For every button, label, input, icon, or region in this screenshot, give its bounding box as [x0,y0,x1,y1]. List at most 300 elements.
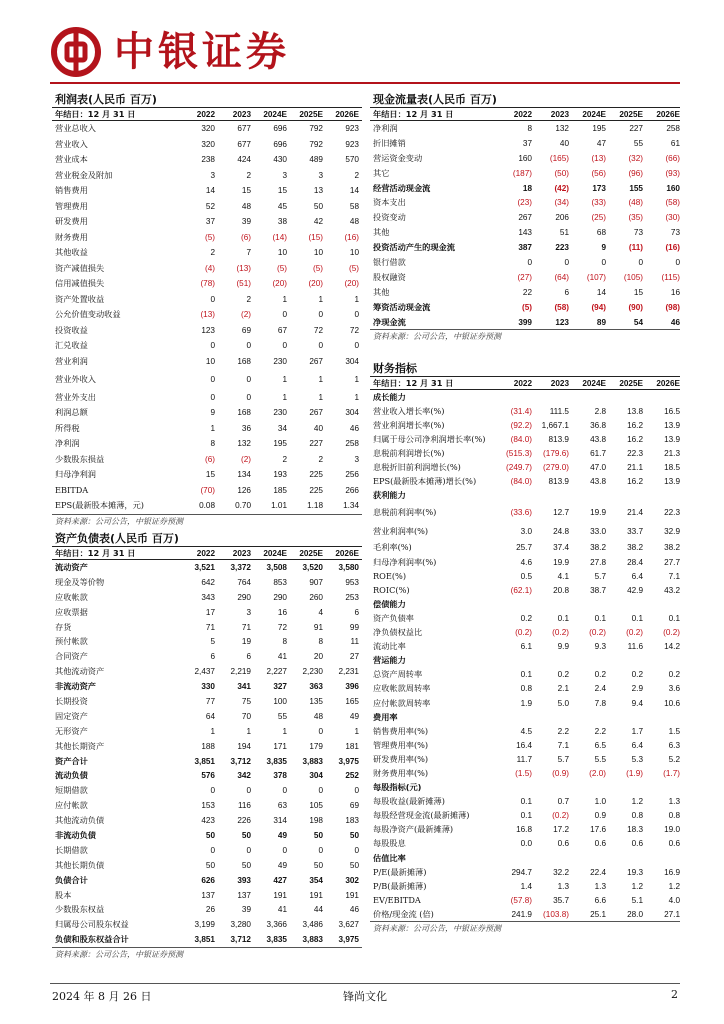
row-value: 1 [210,726,215,736]
section-title: 现金流量表(人民币 百万) [370,92,680,108]
row-label: 负债和股东权益合计 [55,934,129,945]
row-value: (1.9) [626,768,643,778]
row-value: 27 [349,652,359,662]
row-value: 19.9 [553,557,569,567]
row-value: 320 [201,139,215,149]
row-value: (5) [348,263,359,273]
row-value: 266 [345,485,359,495]
row-value: (1.5) [515,768,532,778]
row-value: 6 [354,607,359,617]
row-value: 195 [273,439,287,449]
row-value: 0 [601,257,606,267]
header-year: 2022 [196,549,215,558]
row-value: 191 [273,890,287,900]
row-value: 258 [345,439,359,449]
row-value: 61.7 [590,448,606,458]
row-value: 953 [345,577,359,587]
row-value: 137 [237,890,251,900]
row-value: 7.1 [668,571,680,581]
row-value: 489 [309,155,323,165]
table-row [370,460,680,474]
row-value: 9.4 [631,698,643,708]
row-label: 汇兑收益 [55,340,88,351]
row-value: 1.3 [668,797,680,807]
row-value: (20) [308,279,323,289]
row-label: 现金及等价物 [55,576,105,587]
row-value: 14 [349,186,359,196]
row-value: (90) [628,302,643,312]
row-label: 管理费用率(%) [373,739,429,750]
row-value: 9.9 [557,642,569,652]
row-value: 3 [210,170,215,180]
row-label: 营业外支出 [55,391,96,402]
source-note: 资料来源：公司公告，中银证券预测 [370,329,680,343]
row-value: (25) [591,213,606,223]
row-label: 流动资产 [55,561,88,572]
row-value: (78) [200,279,215,289]
row-value: 304 [345,356,359,366]
subsection-heading [370,851,680,865]
row-value: 2 [246,170,251,180]
table-header [52,547,362,560]
table-row [370,225,680,240]
row-value: 2,230 [302,667,323,677]
row-value: 19 [241,637,251,647]
row-value: 20 [313,652,323,662]
row-value: 36 [241,423,251,433]
row-value: 13.8 [627,406,643,416]
row-value: 2,231 [338,667,359,677]
row-value: 0.6 [631,839,643,849]
row-value: (56) [591,168,606,178]
page-header [50,22,680,82]
table-row [52,467,362,483]
row-value: 1 [246,726,251,736]
row-label: 每股收益(最新摊薄) [373,796,445,807]
table-row [52,813,362,828]
row-value: 10 [349,248,359,258]
row-value: 677 [237,124,251,134]
row-value: 0.7 [557,797,569,807]
row-value: 19.0 [664,825,680,835]
row-label: 股权融资 [373,271,406,282]
row-value: 50 [349,860,359,870]
row-value: 0.1 [557,613,569,623]
row-value: 3,280 [230,920,251,930]
row-value: 21.1 [627,463,643,473]
row-value: 16.8 [516,825,532,835]
row-value: 71 [241,622,251,632]
row-value: 2,437 [194,667,215,677]
row-label: 营业利润增长率(%) [373,419,445,430]
row-value: 0 [354,310,359,320]
row-value: 27.7 [664,557,680,567]
row-value: 570 [345,155,359,165]
header-year: 2025E [619,110,643,119]
row-label: 经营活动现金流 [373,182,431,193]
table-row [52,768,362,783]
row-value: 20.8 [553,585,569,595]
table-row [52,199,362,215]
row-label: 短期借款 [55,785,88,796]
table-row [52,292,362,308]
row-value: 21.4 [627,507,643,517]
table-row [370,865,680,879]
row-value: 4 [318,607,323,617]
table-row [370,640,680,654]
row-value: 28.0 [627,909,643,919]
row-label: 归属于母公司净利润增长率(%) [373,433,486,444]
table-row [52,575,362,590]
header-label: 年结日：12 月 31 日 [55,548,136,558]
table-row [52,276,362,292]
row-value: 38 [277,217,287,227]
row-label: 营业收入 [55,138,88,149]
table-row [52,483,362,499]
row-value: 267 [518,213,532,223]
row-label: 资产减值损失 [55,262,105,273]
row-value: 2.9 [631,684,643,694]
row-value: 50 [241,830,251,840]
row-label: 研发费用 [55,216,88,227]
row-label: 净负债权益比 [373,627,423,638]
row-label: EV/EBITDA [373,895,421,906]
row-label: 净利润 [373,122,398,133]
row-value: (42) [554,183,569,193]
row-value: 16 [670,287,680,297]
table-row [52,436,362,452]
row-label: 其他流动资产 [55,666,105,677]
row-value: 1.0 [594,797,606,807]
row-value: 304 [309,771,323,781]
table-row [370,151,680,166]
header-year: 2023 [232,110,251,119]
table-row [52,828,362,843]
financial-ratios [370,361,680,935]
row-label: 筹资活动现金流 [373,301,431,312]
row-value: 3 [354,454,359,464]
row-value: 424 [237,155,251,165]
row-value: 260 [309,592,323,602]
header-year: 2025E [619,379,643,388]
row-label: 销售费用率(%) [373,725,429,736]
row-value: 0 [246,374,251,384]
row-value: 15 [205,470,215,480]
footer-company: 锋尚文化 [343,990,387,1003]
row-value: 50 [313,860,323,870]
row-value: 10 [205,356,215,366]
row-value: 0.6 [594,839,606,849]
row-label: 获利能力 [373,490,406,501]
row-value: (515.3) [506,448,532,458]
row-value: 764 [237,577,251,587]
row-value: 27.8 [590,557,606,567]
table-header [52,108,362,121]
row-label: 归属母公司股东权益 [55,919,129,930]
row-value: (94) [591,302,606,312]
row-value: 1 [282,726,287,736]
row-label: 总资产周转率 [373,669,423,680]
table-row [52,679,362,694]
row-value: 21.3 [664,448,680,458]
row-value: 0.08 [199,501,215,511]
row-value: 1.5 [668,726,680,736]
row-value: (64) [554,272,569,282]
header-year: 2024E [582,110,606,119]
row-value: 43.8 [590,477,606,487]
row-label: P/E(最新摊薄) [373,866,427,877]
row-value: 48 [241,201,251,211]
row-value: (4) [204,263,215,273]
row-value: 294.7 [511,867,532,877]
row-value: 6.5 [594,740,606,750]
row-label: 营业总收入 [55,123,96,134]
row-value: 70 [241,711,251,721]
row-label: 每股指标(元) [373,782,422,793]
row-value: 253 [345,592,359,602]
row-value: 44 [313,905,323,915]
row-value: (165) [549,153,569,163]
table-row [370,724,680,738]
row-value: 153 [201,801,215,811]
row-value: 225 [309,470,323,480]
table-row [370,626,680,640]
row-value: (105) [623,272,643,282]
row-value: 256 [345,470,359,480]
header-year: 2025E [299,110,323,119]
row-value: (1.7) [663,768,680,778]
row-value: (32) [628,153,643,163]
row-value: 11.7 [516,754,532,764]
row-value: (187) [512,168,532,178]
row-value: (103.8) [543,909,569,919]
row-value: 923 [345,139,359,149]
row-value: 0.2 [631,670,643,680]
table-row [52,858,362,873]
row-value: 1,667.1 [541,420,569,430]
row-value: 2 [210,248,215,258]
row-value: 1 [318,374,323,384]
bank-of-china-logo-icon [50,26,102,78]
table-row [52,245,362,261]
source-note: 资料来源：公司公告，中银证券预测 [370,921,680,935]
row-value: 34 [277,423,287,433]
row-value: 5 [210,637,215,647]
row-value: 8 [318,637,323,647]
table-row [370,569,680,583]
row-label: EPS(最新股本摊薄)增长(%) [373,476,477,487]
row-value: 0 [354,341,359,351]
row-value: 91 [313,622,323,632]
row-value: 40 [559,138,569,148]
row-value: 3,712 [230,756,251,766]
header-divider [50,82,680,84]
row-value: 1 [282,294,287,304]
table-row [52,261,362,277]
table-row [52,369,362,390]
row-value: 0.1 [594,613,606,623]
row-value: (16) [344,232,359,242]
row-value: 47 [596,138,606,148]
row-value: 13.9 [664,434,680,444]
row-value: 10.6 [664,698,680,708]
row-value: (31.4) [510,406,532,416]
row-value: 2.2 [557,726,569,736]
row-value: 2.4 [594,684,606,694]
table-row [370,418,680,432]
row-value: 813.9 [548,477,569,487]
row-value: 72 [313,325,323,335]
row-value: 64 [205,711,215,721]
row-value: 116 [237,801,251,811]
row-value: 50 [205,830,215,840]
row-value: 363 [309,682,323,692]
table-row [370,522,680,541]
row-value: 15 [633,287,643,297]
row-value: 99 [349,622,359,632]
row-value: 43.8 [590,434,606,444]
row-value: 32.9 [664,526,680,536]
header-year: 2024E [263,110,287,119]
row-value: 0.1 [520,811,532,821]
source-note: 资料来源：公司公告，中银证券预测 [52,514,362,528]
row-value: 72 [277,622,287,632]
subsection-heading [370,710,680,724]
row-label: 应收票据 [55,606,88,617]
header-year: 2023 [232,549,251,558]
table-row [52,590,362,605]
table-row [52,739,362,754]
row-value: (48) [628,198,643,208]
row-value: 378 [273,771,287,781]
row-value: 26 [205,905,215,915]
row-value: 1.2 [631,797,643,807]
row-value: 58 [349,201,359,211]
row-value: 24.8 [553,526,569,536]
row-value: 165 [345,696,359,706]
table-row [52,649,362,664]
row-value: 206 [555,213,569,223]
row-value: 22.4 [590,867,606,877]
row-value: 5.7 [557,754,569,764]
row-value: 11.6 [627,642,643,652]
table-row [370,136,680,151]
row-value: 0 [318,726,323,736]
row-label: 少数股东损益 [55,453,105,464]
row-value: 290 [273,592,287,602]
row-value: 341 [237,682,251,692]
row-label: 折旧摊销 [373,137,406,148]
row-value: (13) [200,310,215,320]
row-value: 72 [349,325,359,335]
row-value: (14) [272,232,287,242]
row-value: 0 [354,845,359,855]
row-value: 14 [205,186,215,196]
table-header [370,108,680,121]
row-value: 22.3 [664,507,680,517]
table-row [52,917,362,932]
row-label: 长期投资 [55,695,88,706]
table-row [52,354,362,370]
row-label: 股本 [55,889,72,900]
table-row [52,121,362,137]
row-value: 191 [309,890,323,900]
row-value: 155 [629,183,643,193]
row-label: 每股股息 [373,838,406,849]
row-value: 13.9 [664,420,680,430]
table-row [370,668,680,682]
row-value: 4.5 [520,726,532,736]
row-value: 0.2 [594,670,606,680]
row-value: 677 [237,139,251,149]
table-row [370,475,680,489]
row-value: 16.5 [664,406,680,416]
row-value: 49 [277,830,287,840]
row-value: 427 [273,875,287,885]
row-value: 160 [518,153,532,163]
row-value: 36.8 [590,420,606,430]
row-label: 营业成本 [55,154,88,165]
row-value: 12.7 [553,507,569,517]
row-label: 归母净利润 [55,469,96,480]
row-value: 18.5 [664,463,680,473]
row-value: 1 [282,374,287,384]
row-value: 0 [675,257,680,267]
row-label: 息税前利润率(%) [373,506,437,517]
table-row [370,823,680,837]
row-value: (27) [517,272,532,282]
row-value: (92.2) [510,420,532,430]
row-value: 393 [237,875,251,885]
row-label: 营业外收入 [55,373,96,384]
row-value: 42.9 [627,585,643,595]
row-value: 302 [345,875,359,885]
table-row [52,605,362,620]
row-value: 37 [522,138,532,148]
row-value: 16.9 [664,867,680,877]
row-value: 171 [273,741,287,751]
row-value: 327 [273,682,287,692]
row-value: 13 [313,186,323,196]
row-value: 241.9 [511,909,532,919]
table-row [52,323,362,339]
row-value: (20) [344,279,359,289]
row-value: 1.7 [631,726,643,736]
row-value: 0 [246,845,251,855]
row-label: 销售费用 [55,185,88,196]
row-value: 52 [205,201,215,211]
table-row [370,696,680,710]
row-value: 5.7 [594,571,606,581]
row-label: 信用减值损失 [55,278,105,289]
row-value: 3,199 [194,920,215,930]
row-value: 51 [559,228,569,238]
row-value: 1.9 [520,698,532,708]
row-value: 3,883 [302,756,323,766]
row-value: 67 [277,325,287,335]
brand-name: 中银证券 [114,29,290,75]
row-value: 0.6 [668,839,680,849]
row-value: (279.0) [543,463,569,473]
row-value: 3,975 [338,756,359,766]
row-value: 126 [237,485,251,495]
row-value: 0 [210,374,215,384]
row-value: 54 [633,317,643,327]
table-row [52,783,362,798]
row-value: 193 [273,470,287,480]
row-value: 0.5 [520,571,532,581]
row-value: 16 [277,607,287,617]
